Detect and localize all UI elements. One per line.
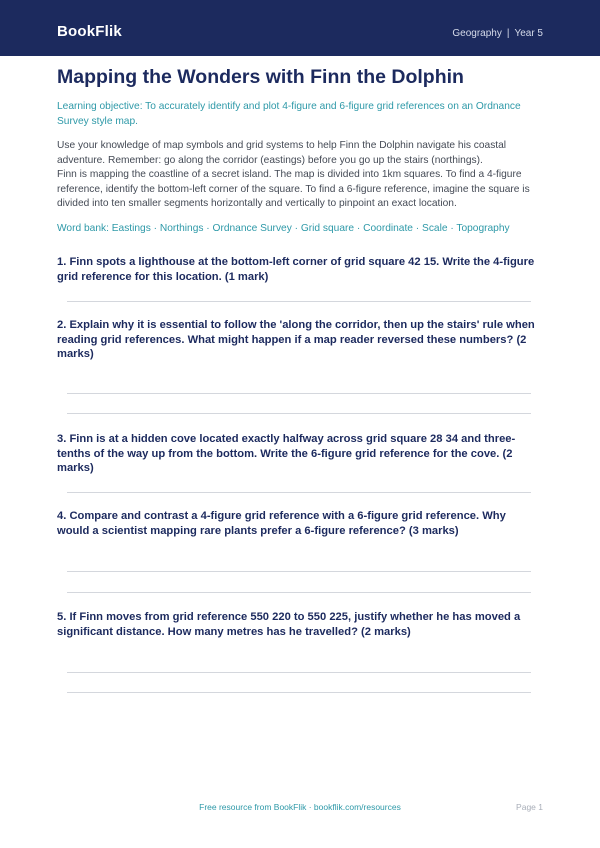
learning-objective: Learning objective: To accurately identify and plot 4-figure and 6-figure grid references on an Ordnance Survey style map. [57,101,521,127]
year-label: Year 5 [514,28,543,39]
question-1: 1. Finn spots a lighthouse at the bottom-left corner of grid square 42 15. Write the 4-figure grid reference for this location. (1 mark) [57,256,535,283]
subject-year-label [452,28,543,39]
answer-line[interactable] [67,592,531,593]
intro-paragraph: Use your knowledge of map symbols and grid systems to help Finn the Dolphin navigate his coastal adventure. Remember: go along the corridor (eastings) before you go up the stairs (northings). [57,140,507,166]
question-4: 4. Compare and contrast a 4-figure grid reference with a 6-figure grid reference. Why would a scientist mapping rare plants prefer a 6-figure reference? (3 marks) [57,510,506,537]
question-5: 5. If Finn moves from grid reference 550 220 to 550 225, justify whether he has moved a significant distance. How many metres has he travelled? (2 marks) [57,611,521,638]
task-paragraph: Finn is mapping the coastline of a secret island. The map is divided into 1km squares. To find a 4-figure reference, identify the bottom-left corner of the square. To find a 6-figure reference, imagine the square is divided into ten smaller segments horizontally and vertically to pinpoint an exact location. [57,169,530,209]
brand-logo[interactable]: BookFlik [57,23,122,40]
answer-line[interactable] [67,393,531,394]
answer-line[interactable] [67,672,531,673]
answer-line[interactable] [67,301,531,302]
question-2: 2. Explain why it is essential to follow the 'along the corridor, then up the stairs' rule when reading grid references. What might happen if a map reader reversed these numbers? (2 marks) [57,319,535,360]
answer-line[interactable] [67,571,531,572]
answer-line[interactable] [67,492,531,493]
answer-line[interactable] [67,413,531,414]
page-number: Page 1 [516,802,543,812]
page-header [0,0,600,56]
answer-line[interactable] [67,692,531,693]
page-title: Mapping the Wonders with Finn the Dolphin [57,66,464,88]
question-3: 3. Finn is at a hidden cove located exactly halfway across grid square 28 34 and three-tenths of the way up from the bottom. Write the 6-figure grid reference for the cove. (2 marks) [57,433,516,474]
footer-link[interactable]: Free resource from BookFlik · bookflik.com/resources [199,802,401,812]
subject-label: Geography [452,28,502,39]
word-bank: Word bank: Eastings · Northings · Ordnance Survey · Grid square · Coordinate · Scale · Topography [57,223,510,234]
separator: | [506,28,510,39]
